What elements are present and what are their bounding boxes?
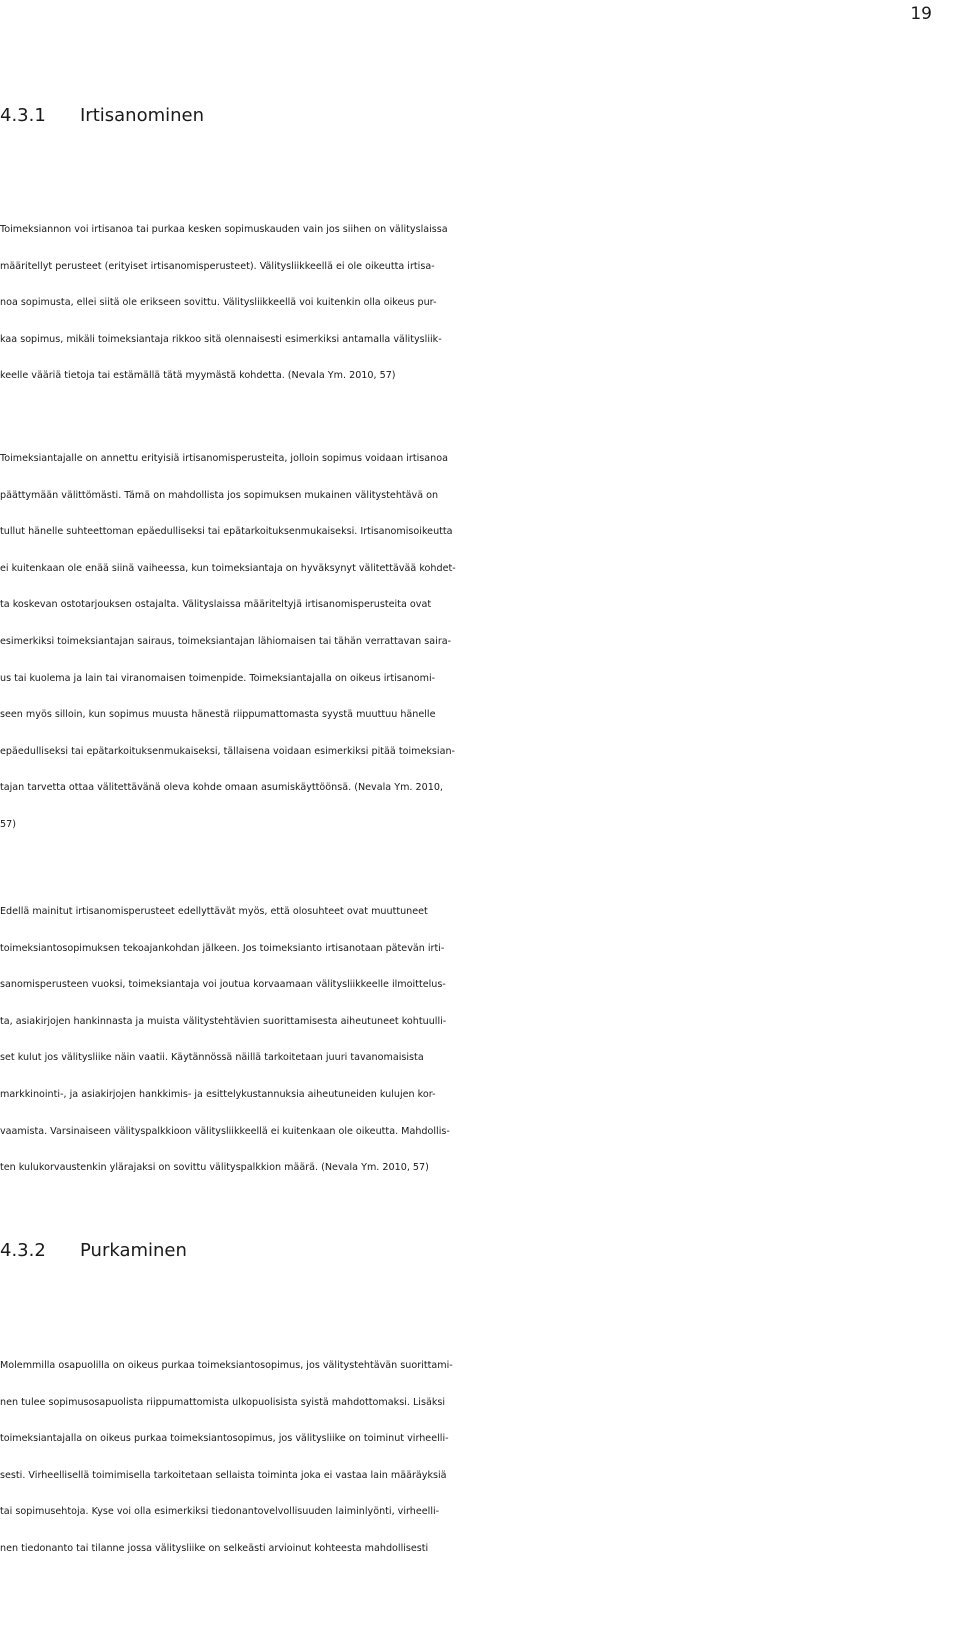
text-line: tajan tarvetta ottaa välitettävänä oleva kohde omaan asumiskäyttöönsä. (Nevala Ym. 2010, bbox=[0, 782, 443, 794]
text-line: sanomisperusteen vuoksi, toimeksiantaja voi joutua korvaamaan välitysliikkeelle ilmoittelus- bbox=[0, 979, 446, 991]
text-line: keelle vääriä tietoja tai estämällä tätä myymästä kohdetta. (Nevala Ym. 2010, 57) bbox=[0, 370, 396, 382]
text-line: epäedulliseksi tai epätarkoituksenmukaiseksi, tällaisena voidaan esimerkiksi pitää toimeksian- bbox=[0, 745, 456, 757]
text-line: Toimeksiannon voi irtisanoa tai purkaa kesken sopimuskauden vain jos siihen on välityslaissa bbox=[0, 224, 448, 235]
text-line: seen myös silloin, kun sopimus muusta hänestä riippumattomasta syystä muuttuu hänelle bbox=[0, 709, 436, 721]
text-line: ei kuitenkaan ole enää siinä vaiheessa, kun toimeksiantaja on hyväksynyt välitettävää kohdet- bbox=[0, 562, 456, 574]
text-line: määritellyt perusteet (erityiset irtisanomisperusteet). Välitysliikkeellä ei ole oikeutta irtisa- bbox=[0, 260, 435, 272]
text-line: päättymään välittömästi. Tämä on mahdollista jos sopimuksen mukainen välitystehtävä on bbox=[0, 489, 439, 501]
text-line: Molemmilla osapuolilla on oikeus purkaa toimeksiantosopimus, jos välitystehtävän suorittami- bbox=[0, 1360, 453, 1371]
paragraph bbox=[0, 1354, 960, 1574]
text-line: Edellä mainitut irtisanomisperusteet edellyttävät myös, että olosuhteet ovat muuttuneet bbox=[0, 906, 428, 917]
text-line: nen tiedonanto tai tilanne jossa välitysliike on selkeästi arvioinut kohteesta mahdollisesti bbox=[0, 1542, 429, 1554]
text-line: noa sopimusta, ellei siitä ole erikseen sovittu. Välitysliikkeellä voi kuitenkin olla oikeus pur- bbox=[0, 297, 437, 309]
text-line: sesti. Virheellisellä toimimisella tarkoitetaan sellaista toiminta joka ei vastaa lain määräyksiä bbox=[0, 1469, 447, 1481]
section-title: Purkaminen bbox=[80, 1240, 187, 1261]
text-line: ta, asiakirjojen hankinnasta ja muista välitystehtävien suorittamisesta aiheutuneet kohtuulli- bbox=[0, 1015, 447, 1027]
text-line: ten kulukorvaustenkin ylärajaksi on sovittu välityspalkkion määrä. (Nevala Ym. 2010, 57) bbox=[0, 1162, 429, 1174]
paragraph bbox=[0, 900, 960, 1193]
text-line: 57) bbox=[0, 818, 16, 830]
text-line: Toimeksiantajalle on annettu erityisiä irtisanomisperusteita, jolloin sopimus voidaan irtisanoa bbox=[0, 453, 448, 464]
section-title: Irtisanominen bbox=[80, 105, 205, 126]
text-line: ta koskevan ostotarjouksen ostajalta. Välityslaissa määriteltyjä irtisanomisperusteita ovat bbox=[0, 599, 432, 611]
text-line: esimerkiksi toimeksiantajan sairaus, toimeksiantajan lähiomaisen tai tähän verrattavan saira- bbox=[0, 635, 452, 647]
text-line: vaamista. Varsinaiseen välityspalkkioon välitysliikkeellä ei kuitenkaan ole oikeutta. Mahdollis- bbox=[0, 1125, 450, 1137]
section-heading-4-3-2 bbox=[0, 1239, 187, 1263]
text-line: markkinointi-, ja asiakirjojen hankkimis- ja esittelykustannuksia aiheutuneiden kulujen kor- bbox=[0, 1088, 436, 1100]
text-line: kaa sopimus, mikäli toimeksiantaja rikkoo sitä olennaisesti esimerkiksi antamalla välitysliik- bbox=[0, 333, 442, 345]
paragraph bbox=[0, 447, 960, 850]
text-line: us tai kuolema ja lain tai viranomaisen toimenpide. Toimeksiantajalla on oikeus irtisanomi- bbox=[0, 672, 436, 684]
section-heading-4-3-1 bbox=[0, 104, 204, 128]
text-line: toimeksiantosopimuksen tekoajankohdan jälkeen. Jos toimeksianto irtisanotaan pätevän irti- bbox=[0, 942, 445, 954]
page-number: 19 bbox=[910, 4, 932, 24]
text-line: toimeksiantajalla on oikeus purkaa toimeksiantosopimus, jos välitysliike on toiminut virheelli- bbox=[0, 1433, 449, 1445]
text-line: set kulut jos välitysliike näin vaatii. Käytännössä näillä tarkoitetaan juuri tavanomaisista bbox=[0, 1052, 424, 1064]
section-number: 4.3.2 bbox=[0, 1240, 46, 1261]
text-line: tullut hänelle suhteettoman epäedulliseksi tai epätarkoituksenmukaiseksi. Irtisanomisoikeutta bbox=[0, 526, 453, 538]
section-number: 4.3.1 bbox=[0, 105, 46, 126]
text-line: tai sopimusehtoja. Kyse voi olla esimerkiksi tiedonantovelvollisuuden laiminlyönti, virheelli- bbox=[0, 1506, 440, 1518]
text-line: nen tulee sopimusosapuolista riippumattomista ulkopuolisista syistä mahdottomaksi. Lisäksi bbox=[0, 1396, 446, 1408]
paragraph bbox=[0, 218, 960, 401]
